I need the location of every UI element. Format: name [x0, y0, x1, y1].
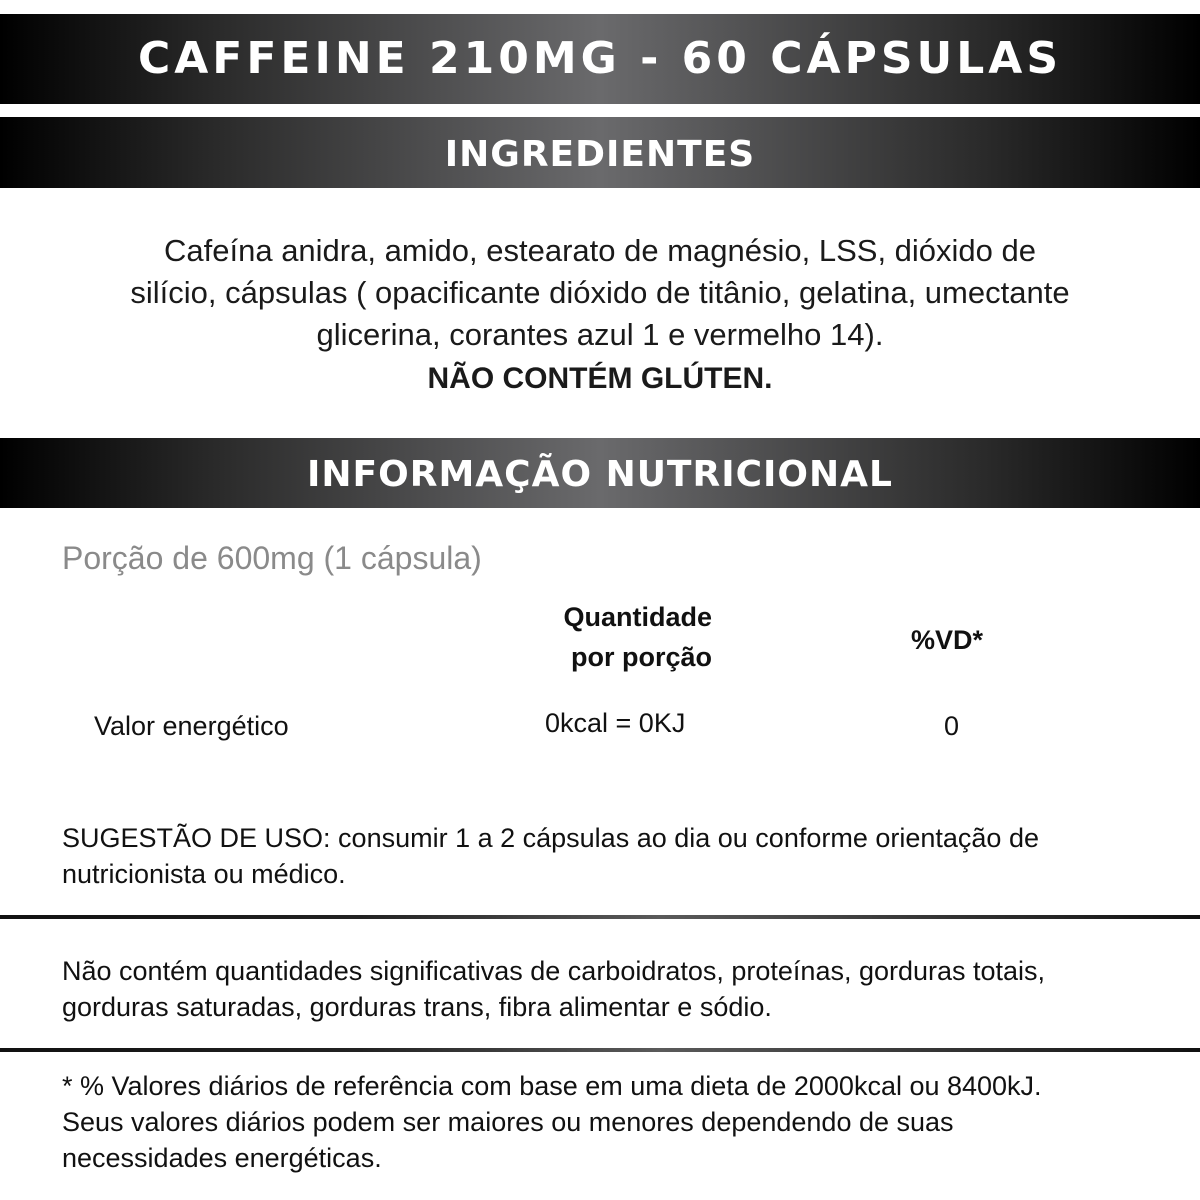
footnote-line: * % Valores diários de referência com base em uma dieta de 2000kcal ou 8400kJ. — [62, 1071, 1042, 1101]
nutrient-vd: 0 — [944, 711, 960, 741]
usage-suggestion — [62, 820, 1162, 892]
vd-column-header: %VD* — [910, 625, 984, 655]
daily-values-footnote — [62, 1068, 1162, 1176]
nutrition-heading-banner — [0, 438, 1200, 508]
usage-line: SUGESTÃO DE USO: consumir 1 a 2 cápsulas ao dia ou conforme orientação de — [62, 823, 1039, 853]
usage-line: nutricionista ou médico. — [62, 859, 346, 889]
product-title-banner — [0, 14, 1200, 104]
nutrient-label: Valor energético — [94, 711, 289, 741]
divider — [0, 915, 1200, 919]
ingredients-heading: INGREDIENTES — [444, 134, 756, 175]
quantity-header-line: por porção — [570, 642, 712, 672]
quantity-header-line: Quantidade — [563, 602, 712, 632]
divider — [0, 1048, 1200, 1052]
nutrition-heading: INFORMAÇÃO NUTRICIONAL — [307, 454, 893, 495]
not-significant-line: gorduras saturadas, gorduras trans, fibra alimentar e sódio. — [62, 992, 772, 1022]
gluten-notice: NÃO CONTÉM GLÚTEN. — [427, 362, 773, 395]
ingredients-line: silício, cápsulas ( opacificante dióxido de titânio, gelatina, umectante — [130, 275, 1070, 310]
ingredients-line: Cafeína anidra, amido, estearato de magnésio, LSS, dióxido de — [164, 233, 1036, 268]
serving-size: Porção de 600mg (1 cápsula) — [62, 540, 482, 576]
quantity-column-header — [480, 597, 712, 677]
ingredients-list — [40, 230, 1160, 400]
footnote-line: necessidades energéticas. — [62, 1143, 382, 1173]
not-significant-line: Não contém quantidades significativas de carboidratos, proteínas, gorduras totais, — [62, 956, 1046, 986]
not-significant-note — [62, 953, 1162, 1025]
product-title: CAFFEINE 210MG - 60 CÁPSULAS — [137, 33, 1063, 84]
ingredients-line: glicerina, corantes azul 1 e vermelho 14). — [316, 317, 884, 352]
ingredients-heading-banner — [0, 117, 1200, 188]
nutrient-quantity: 0kcal = 0KJ — [545, 708, 686, 738]
footnote-line: Seus valores diários podem ser maiores ou menores dependendo de suas — [62, 1107, 954, 1137]
